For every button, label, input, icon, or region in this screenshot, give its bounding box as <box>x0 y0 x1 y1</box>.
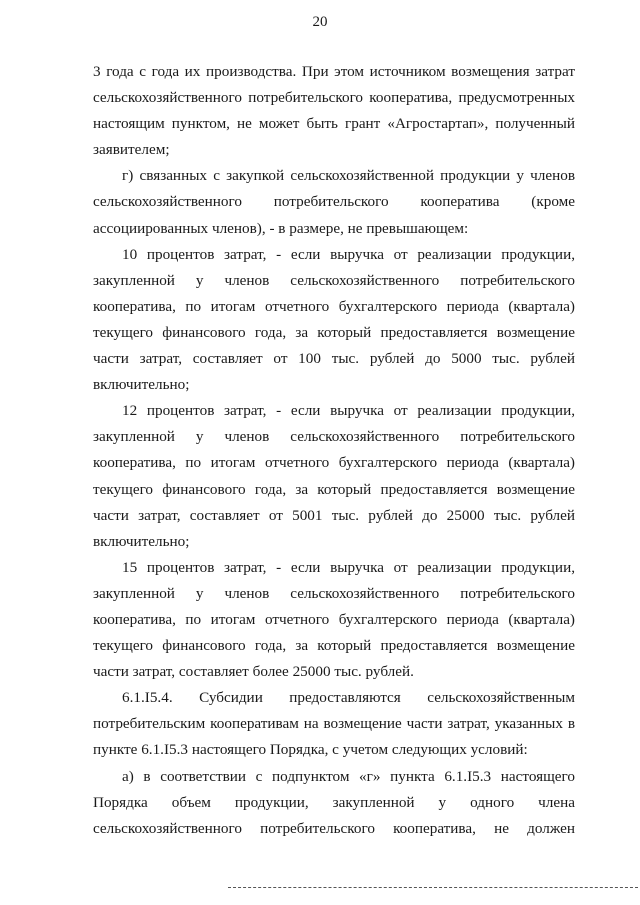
text-line: 15 процентов затрат, - если выручка от реализации продукции, <box>122 558 575 576</box>
text-line: кооператива, по итогам отчетного бухгалтерского периода (квартала) <box>93 297 575 315</box>
text-line: кооператива, по итогам отчетного бухгалтерского периода (квартала) <box>93 454 575 472</box>
text-line: включительно; <box>93 532 190 550</box>
text-line: включительно; <box>93 376 190 394</box>
text-line: заявителем; <box>93 141 170 159</box>
page-number: 20 <box>312 14 328 30</box>
text-line: г) связанных с закупкой сельскохозяйственной продукции у членов <box>122 167 575 185</box>
text-line: кооператива, по итогам отчетного бухгалтерского периода (квартала) <box>93 610 575 628</box>
text-line: 6.1.I5.4. Субсидии предоставляются сельскохозяйственным <box>122 689 575 707</box>
text-line: сельскохозяйственного потребительского кооператива, предусмотренных <box>93 89 575 107</box>
text-line: текущего финансового года, за который предоставляется возмещение <box>93 637 575 655</box>
text-line: закупленной у членов сельскохозяйственного потребительского <box>93 584 575 602</box>
text-line: пункте 6.1.I5.3 настоящего Порядка, с учетом следующих условий: <box>93 741 528 759</box>
document-body <box>93 59 575 842</box>
text-line: 10 процентов затрат, - если выручка от реализации продукции, <box>122 245 575 263</box>
text-line: части затрат, составляет от 5001 тыс. рублей до 25000 тыс. рублей <box>93 506 575 524</box>
text-line: ассоциированных членов), - в размере, не превышающем: <box>93 219 469 237</box>
text-line: текущего финансового года, за который предоставляется возмещение <box>93 323 575 341</box>
footer-rule <box>228 887 638 888</box>
text-line: 3 года с года их производства. При этом источником возмещения затрат <box>93 63 575 80</box>
text-line: 12 процентов затрат, - если выручка от реализации продукции, <box>122 402 575 420</box>
text-line: закупленной у членов сельскохозяйственного потребительского <box>93 271 575 289</box>
text-line: настоящим пунктом, не может быть грант «Агростартап», полученный <box>93 115 575 133</box>
text-line: закупленной у членов сельскохозяйственного потребительского <box>93 428 575 446</box>
text-line: части затрат, составляет от 100 тыс. рублей до 5000 тыс. рублей <box>93 350 575 368</box>
text-line: Порядка объем продукции, закупленной у одного члена <box>93 793 575 811</box>
text-line: текущего финансового года, за который предоставляется возмещение <box>93 480 575 498</box>
text-line: части затрат, составляет более 25000 тыс. рублей. <box>93 663 414 681</box>
text-line: потребительским кооперативам на возмещение части затрат, указанных в <box>93 715 575 733</box>
text-line: сельскохозяйственного потребительского кооператива, не должен <box>93 819 575 837</box>
text-line: сельскохозяйственного потребительского кооператива (кроме <box>93 193 575 211</box>
text-line: а) в соответствии с подпунктом «г» пункта 6.1.I5.3 настоящего <box>122 767 575 785</box>
